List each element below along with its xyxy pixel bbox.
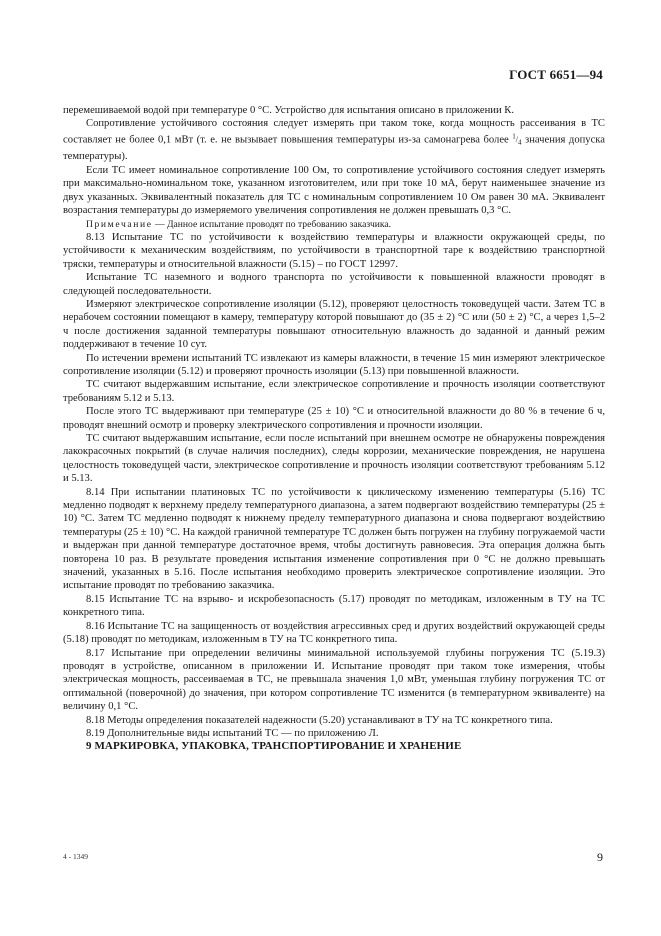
clause-8-17: 8.17 Испытание при определении величины минимальной используемой глубины погружения ТС (5.19.3) проводят в устройстве, описанном в приложении И. Испытание проводят при таком токе измерения, чтобы электрическая мощность, рассеиваемая в ТС, не превышала значения 1,0 мВт, уменьшая глубину погружения ТС от оптимальной (поверочной) до значения, при котором сопротивление ТС изменится (в температурном эквиваленте) на величину 0,1 °С. bbox=[63, 647, 605, 713]
fraction-numerator: 1 bbox=[512, 132, 516, 141]
paragraph: Измеряют электрическое сопротивление изоляции (5.12), проверяют целостность токоведущей части. Затем ТС в нерабочем состоянии помещают в камеру, температуру которой повышают до (35 ± 2) °С или (50 ± 2) °С, а через 1,5–2 ч после достижения заданной температуры повышают относительную влажность до заданной и данный режим поддерживают в течение 10 сут. bbox=[63, 298, 605, 351]
clause-8-13: 8.13 Испытание ТС по устойчивости к воздействию температуры и влажности окружающей среды, по устойчивости к механическим воздействиям, по устойчивости в транспортной таре к воздействию транспортной тряски, температуры и относительной влажности (5.15) – по ГОСТ 12997. bbox=[63, 231, 605, 270]
clause-8-15: 8.15 Испытание ТС на взрыво- и искробезопасность (5.17) проводят по методикам, изложенным в ТУ на ТС конкретного типа. bbox=[63, 593, 605, 619]
fraction-quarter: $^1/_4$ bbox=[512, 132, 522, 148]
clause-8-18: 8.18 Методы определения показателей надежности (5.20) устанавливают в ТУ на ТС конкретного типа. bbox=[86, 714, 553, 726]
paragraph: перемешиваемой водой при температуре 0 °С. Устройство для испытания описано в приложении К. bbox=[63, 105, 514, 116]
paragraph: После этого ТС выдерживают при температуре (25 ± 10) °С и относительной влажности до 80 % в течение 6 ч, проводят внешний осмотр и проверку электрического сопротивления и прочности изоляции. bbox=[63, 406, 605, 431]
page-number: 9 bbox=[597, 850, 603, 864]
print-code: 4 - 1349 bbox=[63, 852, 88, 861]
paragraph: По истечении времени испытаний ТС извлекают из камеры влажности, в течение 15 мин измеряют электрическое сопротивление изоляции (5.12) и проверяют прочность изоляции (5.13) при повышенной влажности. bbox=[63, 352, 605, 377]
note bbox=[63, 218, 605, 231]
clause-8-14: 8.14 При испытании платиновых ТС по устойчивости к циклическому изменению температуры (5.16) ТС медленно подводят к верхнему пределу температурного диапазона, а затем подвергают воздействию температуры (25 ± 10) °С. Затем ТС медленно подводят к нижнему пределу температурного диапазона и снова подвергают воздействию температуры (25 ± 10) °С. На каждой граничной температуре ТС должен быть погружен на глубину погружаемой части и выдержан при данной температуре достаточное время, чтобы достигнуть равновесия. Эта операция должна быть повторена 10 раз. В результате проведения испытания изменение сопротивления при 0 °С не должно превышать значений, указанных в 5.16. После испытания необходимо проверить электрическое сопротивление изоляции. Это испытание проводят по требованию заказчика. bbox=[63, 486, 605, 592]
document-code-header: ГОСТ 6651—94 bbox=[509, 67, 603, 82]
paragraph: Испытание ТС наземного и водного транспорта по устойчивости к повышенной влажности проводят в следующей последовательности. bbox=[63, 272, 605, 297]
paragraph: ТС считают выдержавшим испытание, если после испытаний при внешнем осмотре не обнаружены повреждения лакокрасочных покрытий (в случае наличия последних), следы коррозии, механические повреждения, не нарушена целостность токоведущей части, электрическое сопротивление и прочность изоляции соответствуют требованиям 5.12 и 5.13. bbox=[63, 433, 605, 485]
clause-8-16: 8.16 Испытание ТС на защищенность от воздействия агрессивных сред и других воздействий окружающей среды (5.18) проводят по методикам, изложенным в ТУ на ТС конкретного типа. bbox=[63, 620, 605, 646]
document-body bbox=[63, 104, 605, 754]
section-9-heading: 9 МАРКИРОВКА, УПАКОВКА, ТРАНСПОРТИРОВАНИЕ И ХРАНЕНИЕ bbox=[86, 740, 462, 753]
fraction-denominator: 4 bbox=[518, 139, 522, 148]
paragraph-power-dissipation bbox=[63, 117, 605, 163]
paragraph-text: значения допуска температуры). bbox=[63, 134, 605, 163]
note-label: Примечание bbox=[86, 218, 153, 230]
paragraph-text: Сопротивление устойчивого состояния следует измерять при таком токе, когда мощность рассеивания в ТС составляет не более 0,1 мВт (т. е. не вызывает повышения температуры из-за самонагрева более bbox=[63, 118, 605, 146]
paragraph: ТС считают выдержавшим испытание, если электрическое сопротивление и прочность изоляции соответствуют требованиям 5.12 и 5.13. bbox=[63, 379, 605, 404]
clause-8-19: 8.19 Дополнительные виды испытаний ТС — по приложению Л. bbox=[86, 727, 379, 739]
note-text: — Данное испытание проводят по требованию заказчика. bbox=[152, 218, 392, 230]
paragraph: Если ТС имеет номинальное сопротивление 100 Ом, то сопротивление устойчивого состояния следует измерять при максимально-номинальном токе, указанном изготовителем, или при токе 10 мА, берут наименьшее значение из двух указанных. Эквивалентный показатель для ТС с номинальным сопротивлением 10 Ом равен 30 мА. Эквивалент возрастания температуры до измеряемого увеличения сопротивления не должен превышать 0,3 °С. bbox=[63, 164, 605, 217]
